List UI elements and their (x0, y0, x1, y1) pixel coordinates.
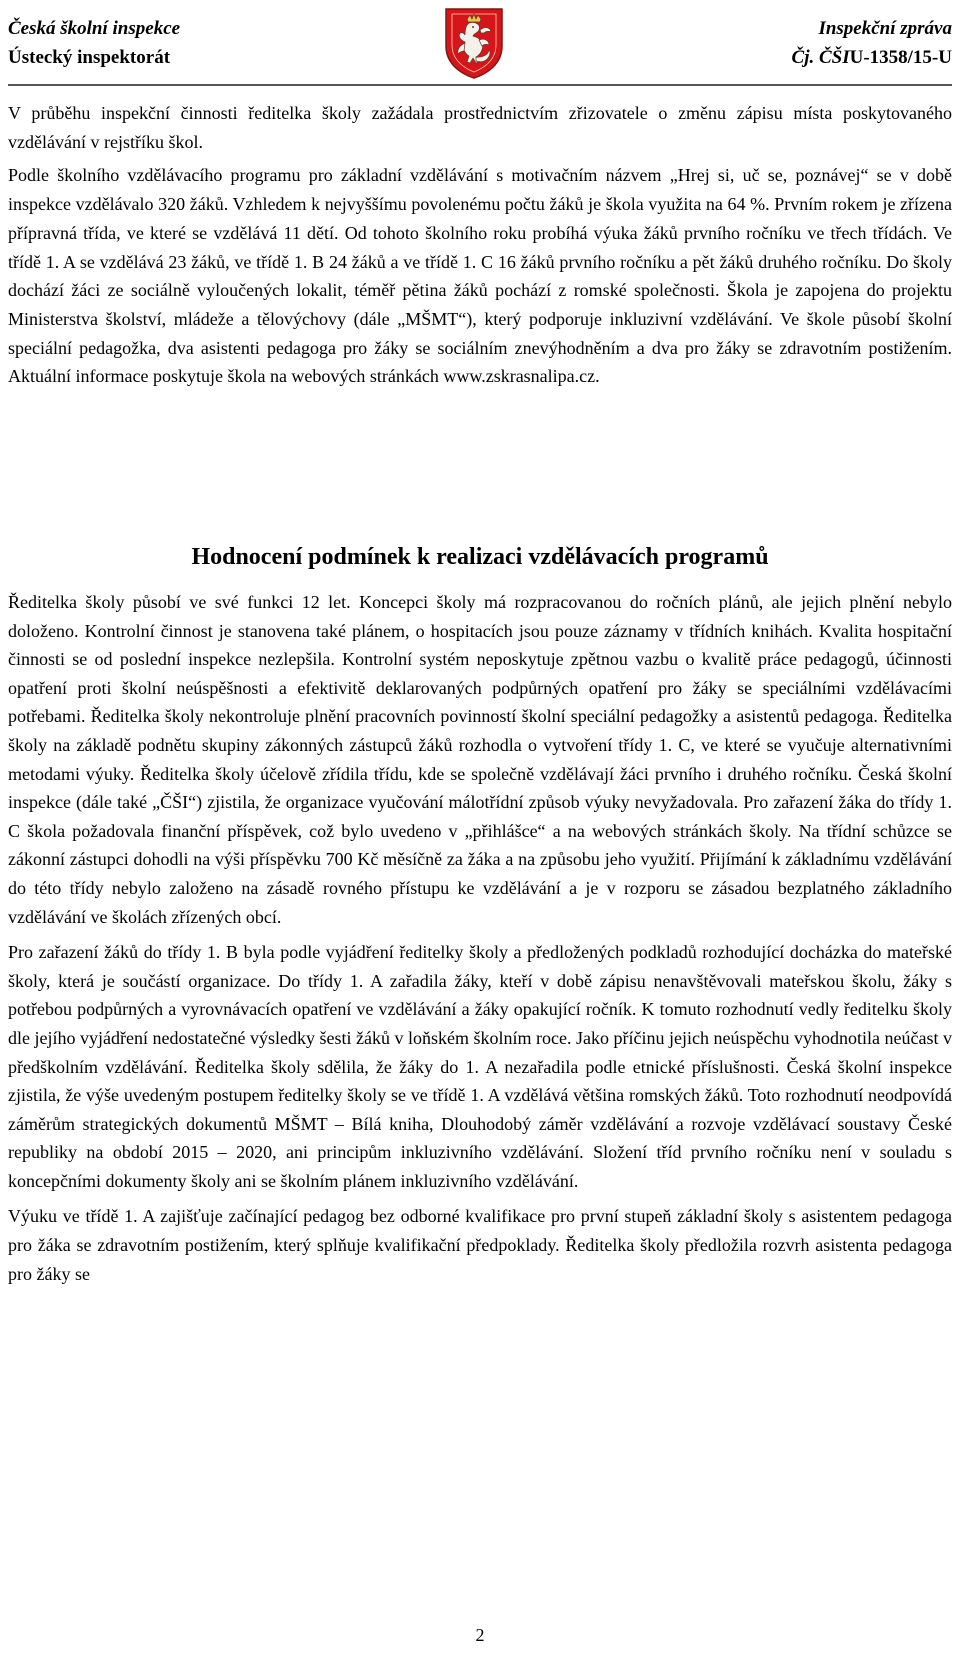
header-reference-suffix: U-1358/15-U (849, 47, 952, 68)
header-divider (8, 84, 952, 86)
header-organization: Česká školní inspekce (8, 18, 181, 39)
header-reference-prefix: Čj. ČŠI (791, 47, 850, 68)
paragraph: V průběhu inspekční činnosti ředitelka školy zažádala prostřednictvím zřizovatele o změnu zápisu místa poskytovaného vzdělávání v rejstříku škol. (8, 103, 952, 152)
paragraph: Ředitelka školy působí ve své funkci 12 let. Koncepci školy má rozpracovanou do ročních plánů, ale jejich plnění nebylo doloženo. Kontrolní činnost je stanovena také plánem, o hospitacích jsou pouze záznamy v třídních knihách. Kvalita hospitační činnosti se od poslední inspekce nezlepšila. Kontrolní systém neposkytuje zpětnou vazbu o kvalitě práce pedagogů, účinnosti opatření proti školní neúspěšnosti a efektivitě deklarovaných podpůrných opatření pro žáky se speciálními vzdělávacími potřebami. Ředitelka školy nekontroluje plnění pracovních povinností školní speciální pedagožky a asistentů pedagoga. Ředitelka školy na základě podnětu skupiny zákonných zástupců žáků rozhodla o vytvoření třídy 1. C, ve které se vyučuje alternativními metodami výuky. Ředitelka školy účelově zřídila třídu, kde se společně vzdělávají žáci prvního i druhého ročníku. Česká školní inspekce (dále také „ČŠI“) zjistila, že organizace vyučování málotřídní způsob výuky nevyžadovala. Pro zařazení žáka do třídy 1. C škola požadovala finanční příspěvek, což bylo uvedeno v „přihlášce“ a na webových stránkách školy. Na třídní schůzce se zákonní zástupci dohodli na výši příspěvku 700 Kč měsíčně za žáka a na způsobu jeho využití. Přijímání k základnímu vzdělávání do této třídy nebylo založeno na zásadě rovného přístupu ke vzdělávání a je v rozporu se zásadou bezplatného základního vzdělávání ve školách zřízených obcí. (8, 592, 952, 927)
header-document-type: Inspekční zpráva (818, 18, 952, 39)
header-right (792, 14, 952, 72)
intro-text (8, 99, 952, 391)
header-reference (792, 43, 952, 72)
paragraph: Výuku ve třídě 1. A zajišťuje začínající pedagog bez odborné kvalifikace pro první stupeň základní školy s asistentem pedagoga pro žáka se zdravotním postižením, který splňuje kvalifikační předpoklady. Ředitelka školy předložila rozvrh asistenta pedagoga pro žáky se (8, 1206, 952, 1284)
paragraph: Podle školního vzdělávacího programu pro základní vzdělávání s motivačním názvem „Hrej si, uč se, poznávej“ se v době inspekce vzdělávalo 320 žáků. Vzhledem k nejvyššímu povolenému počtu žáků je škola využita na 64 %. Prvním rokem je zřízena přípravná třída, ve které se vzdělává 11 dětí. Od tohoto školního roku probíhá výuka žáků prvního ročníku ve třech třídách. Ve třídě 1. A se vzdělává 23 žáků, ve třídě 1. B 24 žáků a ve třídě 1. C 16 žáků prvního ročníku a pět žáků druhého ročníku. Do školy dochází žáci ze sociálně vyloučených lokalit, téměř pětina žáků pochází z romské společnosti. Škola je zapojena do projektu Ministerstva školství, mládeže a tělovýchovy (dále „MŠMT“), který podporuje inkluzivní vzdělávání. Ve škole působí školní speciální pedagožka, dva asistenti pedagoga pro žáky se sociálním znevýhodněním a dva pro žáky se zdravotním postižením. Aktuální informace poskytuje škola na webových stránkách www.zskrasnalipa.cz. (8, 165, 952, 387)
page-number: 2 (475, 1625, 485, 1645)
header-inspectorate: Ústecký inspektorát (8, 47, 171, 68)
paragraph: Pro zařazení žáků do třídy 1. B byla podle vyjádření ředitelky školy a předložených podkladů rozhodující docházka do mateřské školy, která je součástí organizace. Do třídy 1. A zařadila žáky, kteří v době zápisu nenavštěvovali mateřskou školu, žáky s potřebou podpůrných a vyrovnávacích opatření ve vzdělávání a žáky opakující ročník. K tomuto rozhodnutí vedly ředitelku školy dle jejího vyjádření nedostatečné výsledky šesti žáků v loňském školním roce. Jako příčinu jejich neúspěchu vyhodnotila neúčast v předškolním vzdělávání. Ředitelka školy sdělila, že žáky do 1. A nezařadila podle etnické příslušnosti. Česká školní inspekce zjistila, že výše uvedeným postupem ředitelky školy se ve třídě 1. A vzdělává většina romských žáků. Toto rozhodnutí neodpovídá záměrům strategických dokumentů MŠMT – Bílá kniha, Dlouhodobý záměr vzdělávání a rozvoje vzdělávací soustavy České republiky na období 2015 – 2020, ani principům inkluzivního vzdělávání. Složení tříd prvního ročníku není v souladu s koncepčními dokumenty školy ani se školním plánem inkluzivního vzdělávání. (8, 942, 952, 1191)
section-heading: Hodnocení podmínek k realizaci vzdělávacích programů (191, 544, 769, 570)
czech-lion-coat-of-arms-icon (443, 6, 505, 80)
section-text (8, 588, 952, 1288)
header-left (8, 14, 180, 72)
